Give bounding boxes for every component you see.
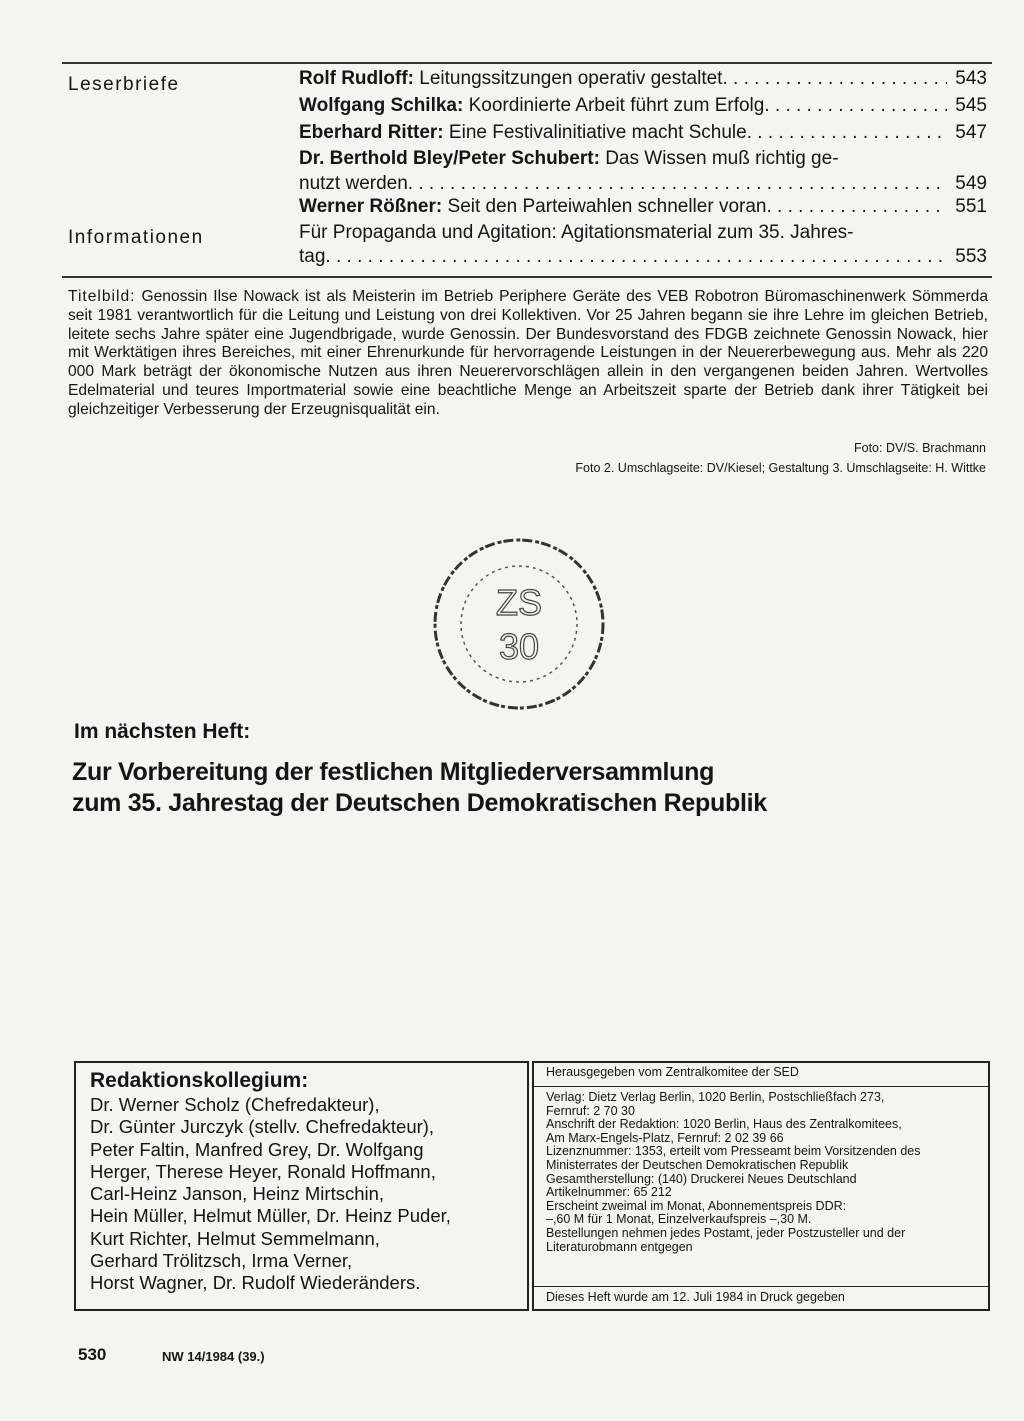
toc-title: Koordinierte Arbeit führt zum Erfolg [468, 95, 765, 116]
caption-text: Genossin Ilse Nowack ist als Meisterin im Betrieb Periphere Geräte des VEB Robotron Büromaschinenwerk Sömmerda seit 1981 verantwortlich für die Leitung und Leistung von drei Kollektiven. Vor 25 Jahren begann sie ihre Lehre im gleichen Betrieb, leitete sechs Jahre später eine Jugendbrigade, wurde Genossin. Der Bundesvorstand des FDGB zeichnete Genossin Nowack, hier mit Werktätigen ihres Bereiches, mit einer Ehrenurkunde für hervorragende Leistungen in der Neuererbewegung aus. Mehr als 220 000 Mark beträgt der ökonomische Nutzen aus ihren Neuerervorschlägen allein in den vergangenen beiden Jahren. Wertvolles Edelmaterial und teures Importmaterial sowie eine beachtliche Menge an Arbeitszeit sparte der Betrieb dank ihrer Tätigkeit bei gleichzeitiger Verbesserung der Erzeugnisqualität ein. [68, 288, 988, 418]
editorial-board-line: Carl-Heinz Janson, Heinz Mirtschin, [90, 1183, 385, 1205]
imprint-line: Artikelnummer: 65 212 [546, 1185, 672, 1200]
next-issue-label: Im nächsten Heft: [74, 720, 251, 743]
caption-lead: Titelbild: [68, 288, 136, 305]
imprint-line: Gesamtherstellung: (140) Druckerei Neues Deutschland [546, 1171, 857, 1186]
editorial-board-line: Horst Wagner, Dr. Rudolf Wiederänders. [90, 1272, 421, 1294]
toc-page: 553 [955, 246, 987, 267]
toc-title: Für Propaganda und Agitation: Agitationsmaterial zum 35. Jahres- [299, 222, 854, 243]
toc-title-continued: nutzt werden [299, 173, 408, 194]
toc-author: Wolfgang Schilka: [299, 95, 464, 116]
imprint-line: Lizenznummer: 1353, erteilt vom Presseamt beim Vorsitzenden des [546, 1144, 921, 1159]
top-rule [62, 62, 992, 64]
toc-title-continued: tag [299, 246, 326, 267]
editorial-board-line: Kurt Richter, Helmut Semmelmann, [90, 1227, 380, 1249]
toc-entry-continued [299, 173, 987, 195]
toc-page: 545 [955, 95, 987, 116]
imprint-print-date: Dieses Heft wurde am 12. Juli 1984 in Druck gegeben [534, 1286, 988, 1309]
imprint-body [534, 1087, 988, 1254]
editorial-board-line: Herger, Therese Heyer, Ronald Hoffmann, [90, 1160, 436, 1182]
imprint-line: Anschrift der Redaktion: 1020 Berlin, Haus des Zentralkomitees, [546, 1117, 902, 1132]
design-credit: Foto 2. Umschlagseite: DV/Kiesel; Gestaltung 3. Umschlagseite: H. Wittke [575, 461, 986, 475]
toc-title: Seit den Parteiwahlen schneller voran [447, 196, 767, 217]
editorial-board-line: Dr. Günter Jurczyk (stellv. Chefredakteur), [90, 1116, 435, 1138]
toc-author: Rolf Rudloff: [299, 68, 415, 89]
imprint-publisher: Herausgegeben vom Zentralkomitee der SED [534, 1063, 988, 1087]
editorial-board-line: Peter Faltin, Manfred Grey, Dr. Wolfgang [90, 1138, 424, 1160]
library-stamp [430, 535, 608, 713]
editorial-board-box [74, 1061, 529, 1311]
imprint-line: –,60 M für 1 Monat, Einzelverkaufspreis –,30 M. [546, 1212, 812, 1227]
stamp-line-1: ZS [495, 582, 543, 623]
photo-credit: Foto: DV/S. Brachmann [853, 441, 986, 455]
issue-reference: NW 14/1984 (39.) [162, 1349, 265, 1364]
toc-title: Leitungssitzungen operativ gestaltet [419, 68, 723, 89]
toc-entry [299, 222, 949, 244]
toc-author: Dr. Berthold Bley/Peter Schubert: [299, 148, 600, 169]
imprint-line: Literaturobmann entgegen [546, 1239, 693, 1254]
imprint-line: Verlag: Dietz Verlag Berlin, 1020 Berlin, Postschließfach 273, [546, 1090, 885, 1104]
toc-entry [299, 68, 987, 90]
editorial-board-heading: Redaktionskollegium: [90, 1069, 309, 1092]
imprint-line: Erscheint zweimal im Monat, Abonnementspreis DDR: [546, 1198, 847, 1213]
next-issue-title-line-1: Zur Vorbereitung der festlichen Mitgliederversammlung [72, 758, 715, 786]
next-issue-title [72, 757, 767, 819]
toc-entry [299, 148, 949, 170]
toc-title: Eine Festivalinitiative macht Schule [448, 122, 747, 143]
cover-caption [68, 288, 988, 420]
toc-author: Eberhard Ritter: [299, 122, 444, 143]
toc-page: 549 [955, 173, 987, 194]
toc-entry-continued [299, 246, 987, 268]
editorial-board-line: Dr. Werner Scholz (Chefredakteur), [90, 1094, 380, 1115]
toc-entry [299, 95, 987, 117]
toc-page: 543 [955, 68, 987, 89]
imprint-line: Am Marx-Engels-Platz, Fernruf: 2 02 39 66 [546, 1130, 784, 1145]
toc-page: 547 [955, 122, 987, 143]
section-label-leserbriefe: Leserbriefe [68, 74, 180, 95]
toc-author: Werner Rößner: [299, 196, 443, 217]
next-issue-title-line-2: zum 35. Jahrestag der Deutschen Demokratischen Republik [72, 789, 767, 817]
toc-entry [299, 196, 987, 218]
imprint-box [532, 1061, 990, 1311]
imprint-line: Bestellungen nehmen jedes Postamt, jeder Postzusteller und der [546, 1225, 906, 1240]
editorial-board-line: Gerhard Trölitzsch, Irma Verner, [90, 1250, 353, 1272]
toc-bottom-rule [62, 276, 992, 278]
toc-title: Das Wissen muß richtig ge- [605, 148, 839, 169]
toc-page: 551 [955, 196, 987, 217]
section-label-informationen: Informationen [68, 227, 204, 248]
imprint-line: Fernruf: 2 70 30 [546, 1103, 635, 1118]
page-number: 530 [78, 1345, 107, 1364]
imprint-line: Ministerrates der Deutschen Demokratischen Republik [546, 1157, 849, 1172]
stamp-line-2: 30 [498, 626, 540, 667]
toc-entry [299, 122, 987, 144]
editorial-board-line: Hein Müller, Helmut Müller, Dr. Heinz Puder, [90, 1205, 451, 1227]
